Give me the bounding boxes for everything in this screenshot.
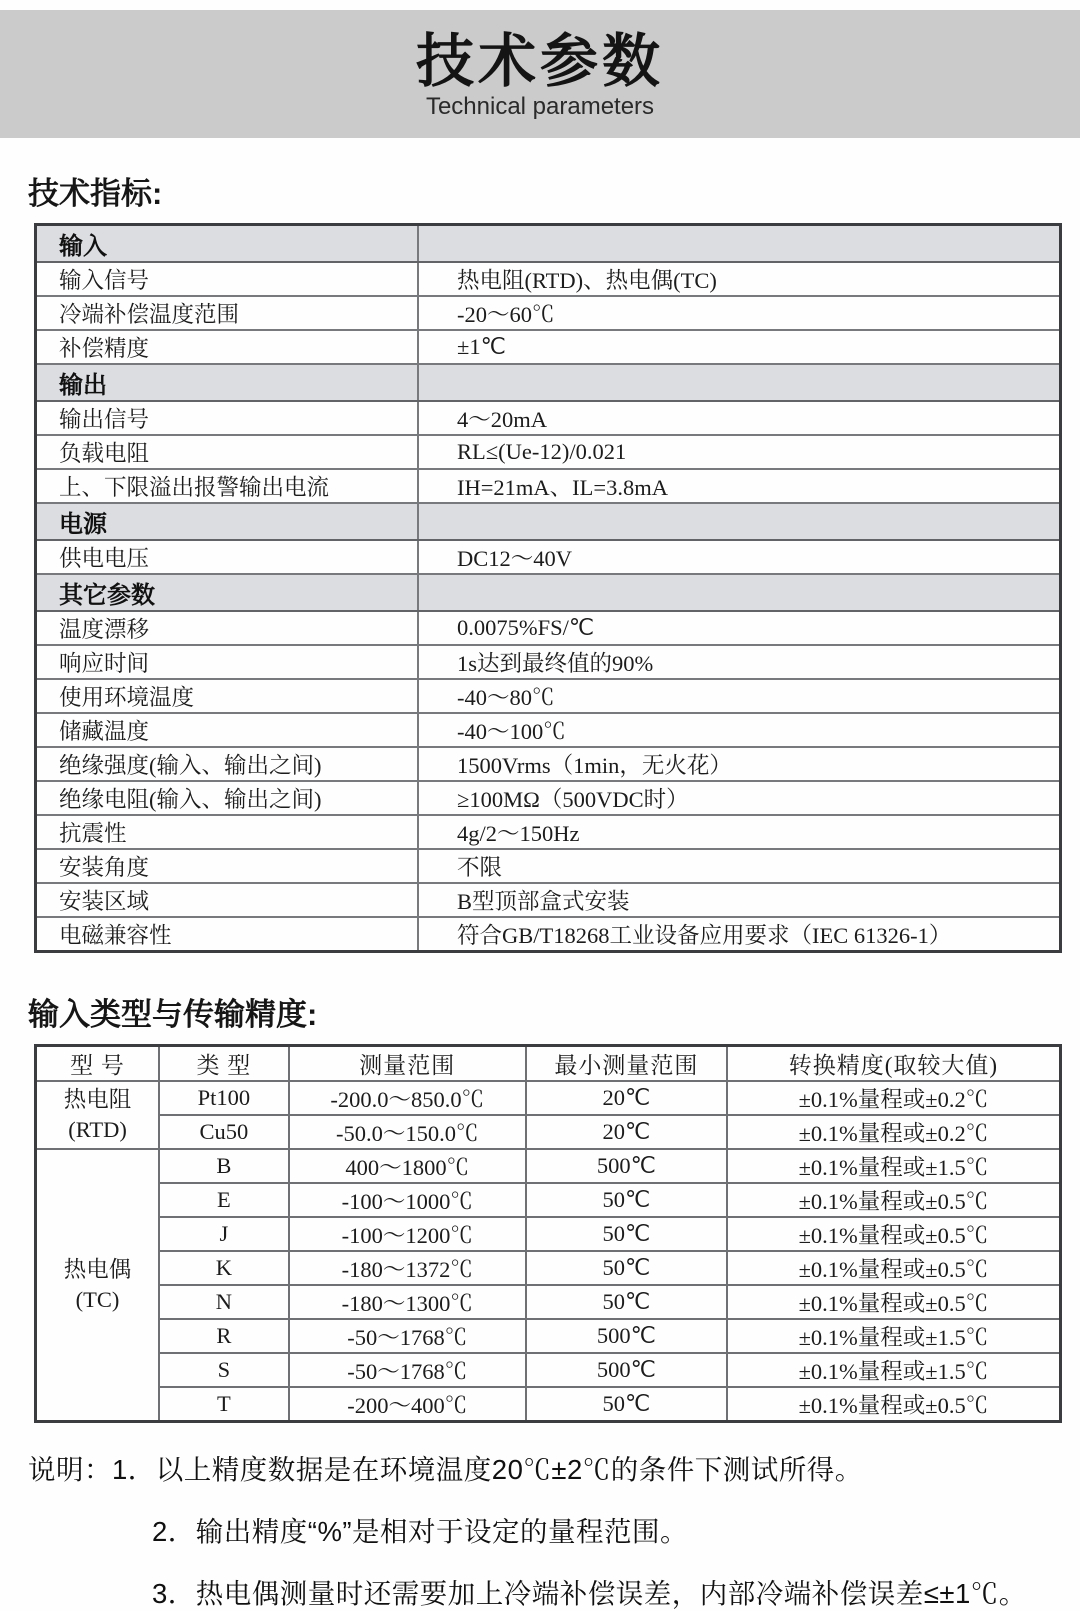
note-line: 2．输出精度“%”是相对于设定的量程范围。 [152,1516,689,1547]
spec-value: RL≤(Ue-12)/0.021 [418,435,1061,469]
accuracy-range-cell: -50～1768℃ [289,1319,526,1353]
accuracy-heading: 输入类型与传输精度: [28,997,318,1032]
spec-value: 不限 [418,849,1061,883]
accuracy-min-cell: 50℃ [526,1285,727,1319]
spec-value: ≥100MΩ（500VDC时） [418,781,1061,815]
accuracy-range-cell: -200.0～850.0℃ [289,1081,526,1115]
spec-value: 0.0075%FS/℃ [418,611,1061,645]
spec-label: 储藏温度 [36,713,419,747]
spec-row [36,815,1061,849]
accuracy-type-cell: S [159,1353,289,1387]
spec-value: -40～100℃ [418,713,1061,747]
spec-row [36,435,1061,469]
accuracy-min-cell: 50℃ [526,1387,727,1422]
accuracy-row [36,1285,1061,1319]
accuracy-min-cell: 50℃ [526,1183,727,1217]
spec-value: 热电阻(RTD)、热电偶(TC) [418,262,1061,296]
spec-label: 电磁兼容性 [36,917,419,952]
accuracy-type-cell: E [159,1183,289,1217]
accuracy-precision-cell: ±0.1%量程或±0.5℃ [727,1217,1061,1251]
accuracy-table [34,1044,1062,1423]
accuracy-type-cell: N [159,1285,289,1319]
spec-row [36,747,1061,781]
accuracy-column-header: 转换精度(取较大值) [727,1046,1061,1082]
spec-section-label: 电源 [36,503,419,540]
spec-value: 1s达到最终值的90% [418,645,1061,679]
accuracy-row [36,1251,1061,1285]
spec-row [36,330,1061,364]
accuracy-precision-cell: ±0.1%量程或±0.5℃ [727,1285,1061,1319]
accuracy-range-cell: -200～400℃ [289,1387,526,1422]
spec-row [36,296,1061,330]
accuracy-precision-cell: ±0.1%量程或±0.5℃ [727,1251,1061,1285]
accuracy-range-cell: 400～1800℃ [289,1149,526,1183]
spec-value: 4g/2～150Hz [418,815,1061,849]
spec-row [36,540,1061,574]
accuracy-min-cell: 500℃ [526,1353,727,1387]
spec-row [36,645,1061,679]
accuracy-row [36,1319,1061,1353]
accuracy-range-cell: -100～1200℃ [289,1217,526,1251]
spec-section-row [36,503,1061,540]
accuracy-range-cell: -100～1000℃ [289,1183,526,1217]
spec-row [36,611,1061,645]
spec-section-row [36,364,1061,401]
spec-value: IH=21mA、IL=3.8mA [418,469,1061,503]
spec-value: 符合GB/T18268工业设备应用要求（IEC 61326-1） [418,917,1061,952]
accuracy-column-header: 最小测量范围 [526,1046,727,1082]
spec-label: 响应时间 [36,645,419,679]
accuracy-range-cell: -180～1300℃ [289,1285,526,1319]
spec-row [36,262,1061,296]
note-line: 3．热电偶测量时还需要加上冷端补偿误差，内部冷端补偿误差≤±1℃。 [152,1578,1027,1609]
spec-label: 补偿精度 [36,330,419,364]
specs-table [34,223,1062,953]
banner [0,10,1080,138]
accuracy-row [36,1115,1061,1149]
accuracy-min-cell: 20℃ [526,1081,727,1115]
page-subtitle: Technical parameters [425,93,655,120]
spec-section-spacer [418,574,1061,611]
accuracy-precision-cell: ±0.1%量程或±1.5℃ [727,1353,1061,1387]
accuracy-range-cell: -180～1372℃ [289,1251,526,1285]
accuracy-model-cell: 热电阻 (RTD) [36,1081,160,1149]
accuracy-type-cell: B [159,1149,289,1183]
spec-row [36,883,1061,917]
accuracy-type-cell: T [159,1387,289,1422]
spec-section-label: 输出 [36,364,419,401]
spec-label: 温度漂移 [36,611,419,645]
accuracy-precision-cell: ±0.1%量程或±0.2℃ [727,1081,1061,1115]
accuracy-row [36,1353,1061,1387]
accuracy-column-header: 测量范围 [289,1046,526,1082]
spec-label: 输入信号 [36,262,419,296]
spec-section-row [36,574,1061,611]
accuracy-type-cell: Pt100 [159,1081,289,1115]
spec-label: 输出信号 [36,401,419,435]
accuracy-type-cell: R [159,1319,289,1353]
accuracy-precision-cell: ±0.1%量程或±0.2℃ [727,1115,1061,1149]
accuracy-row [36,1183,1061,1217]
notes-prefix: 说明： [28,1454,112,1485]
accuracy-type-cell: Cu50 [159,1115,289,1149]
accuracy-precision-cell: ±0.1%量程或±0.5℃ [727,1387,1061,1422]
accuracy-column-header: 型 号 [36,1046,160,1082]
spec-label: 安装区域 [36,883,419,917]
spec-value: B型顶部盒式安装 [418,883,1061,917]
accuracy-min-cell: 20℃ [526,1115,727,1149]
spec-section-spacer [418,503,1061,540]
accuracy-min-cell: 500℃ [526,1319,727,1353]
spec-label: 负载电阻 [36,435,419,469]
accuracy-min-cell: 50℃ [526,1251,727,1285]
accuracy-row [36,1149,1061,1183]
accuracy-row [36,1217,1061,1251]
specs-heading: 技术指标: [28,176,163,211]
accuracy-type-cell: J [159,1217,289,1251]
spec-section-label: 输入 [36,225,419,263]
spec-label: 供电电压 [36,540,419,574]
spec-row [36,679,1061,713]
accuracy-precision-cell: ±0.1%量程或±0.5℃ [727,1183,1061,1217]
spec-label: 安装角度 [36,849,419,883]
spec-value: DC12～40V [418,540,1061,574]
spec-row [36,781,1061,815]
accuracy-range-cell: -50.0～150.0℃ [289,1115,526,1149]
accuracy-precision-cell: ±0.1%量程或±1.5℃ [727,1149,1061,1183]
accuracy-column-header: 类 型 [159,1046,289,1082]
accuracy-precision-cell: ±0.1%量程或±1.5℃ [727,1319,1061,1353]
spec-section-spacer [418,225,1061,263]
spec-label: 绝缘强度(输入、输出之间) [36,747,419,781]
spec-value: 4～20mA [418,401,1061,435]
spec-value: 1500Vrms（1min，无火花） [418,747,1061,781]
spec-row [36,401,1061,435]
spec-row [36,469,1061,503]
accuracy-range-cell: -50～1768℃ [289,1353,526,1387]
spec-value: ±1℃ [418,330,1061,364]
spec-label: 冷端补偿温度范围 [36,296,419,330]
spec-label: 绝缘电阻(输入、输出之间) [36,781,419,815]
accuracy-type-cell: K [159,1251,289,1285]
spec-row [36,917,1061,952]
note-line: 说明：1．以上精度数据是在环境温度20℃±2℃的条件下测试所得。 [28,1454,863,1485]
accuracy-row [36,1081,1061,1115]
page-title: 技术参数 [415,29,664,94]
accuracy-row [36,1387,1061,1422]
spec-value: -40～80℃ [418,679,1061,713]
accuracy-model-cell: 热电偶 (TC) [36,1149,160,1422]
spec-section-row [36,225,1061,263]
notes [28,1447,1080,1611]
spec-row [36,849,1061,883]
spec-label: 上、下限溢出报警输出电流 [36,469,419,503]
spec-section-spacer [418,364,1061,401]
spec-label: 抗震性 [36,815,419,849]
accuracy-min-cell: 500℃ [526,1149,727,1183]
spec-value: -20～60℃ [418,296,1061,330]
accuracy-header-row [36,1046,1061,1082]
spec-section-label: 其它参数 [36,574,419,611]
spec-label: 使用环境温度 [36,679,419,713]
spec-row [36,713,1061,747]
accuracy-min-cell: 50℃ [526,1217,727,1251]
datasheet-page [0,10,1080,1611]
